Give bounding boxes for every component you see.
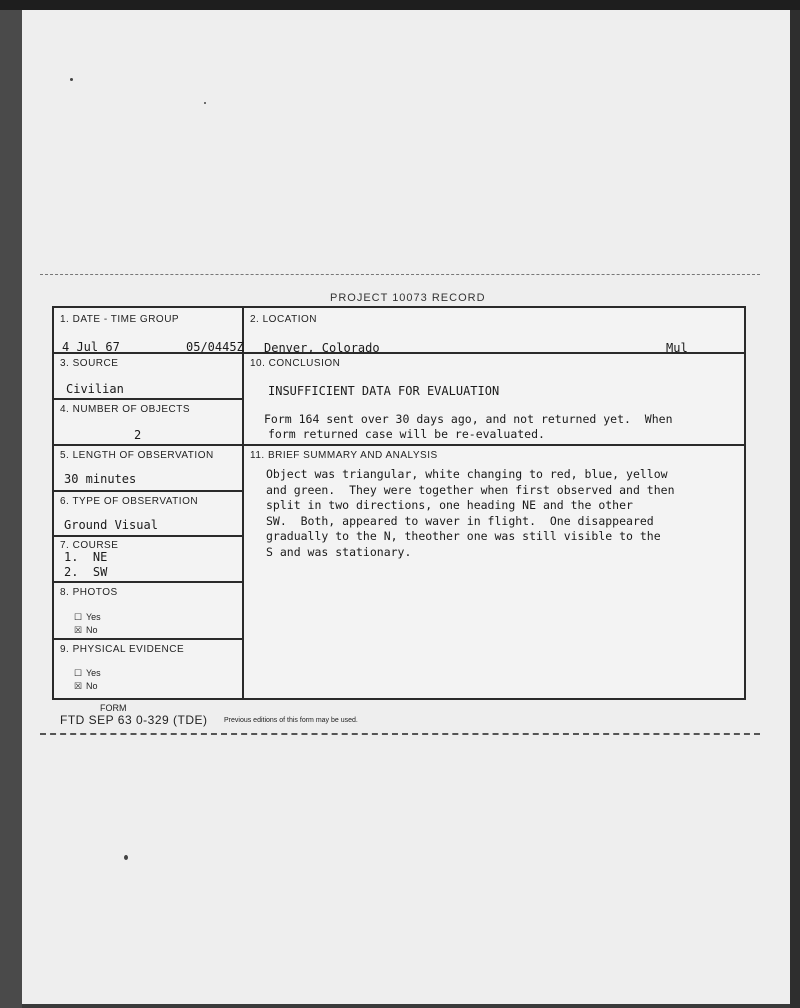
source-label: 3. SOURCE — [60, 358, 119, 369]
record-header: PROJECT 10073 RECORD — [330, 292, 486, 304]
length-of-observation-value: 30 minutes — [64, 472, 137, 486]
evidence-no-label: No — [86, 681, 98, 691]
row-divider — [54, 398, 242, 400]
location-extra: Mul — [666, 341, 688, 355]
type-of-observation-value: Ground Visual — [64, 518, 158, 532]
summary-label: 11. BRIEF SUMMARY AND ANALYSIS — [250, 450, 438, 461]
evidence-yes-label: Yes — [86, 668, 101, 678]
scan-top-edge — [0, 0, 800, 10]
photos-no-checkbox: ☒ — [74, 625, 83, 635]
number-of-objects-label: 4. NUMBER OF OBJECTS — [60, 404, 191, 415]
photos-label: 8. PHOTOS — [60, 587, 118, 598]
photos-yes-label: Yes — [86, 612, 101, 622]
summary-line: split in two directions, one heading NE and the other — [266, 498, 633, 512]
row-divider — [54, 352, 744, 354]
row-divider — [54, 535, 242, 537]
location-label: 2. LOCATION — [250, 314, 317, 325]
date-time-label: 1. DATE - TIME GROUP — [60, 314, 180, 325]
dotted-separator-bottom — [40, 733, 760, 735]
physical-evidence-label: 9. PHYSICAL EVIDENCE — [60, 644, 185, 655]
row-divider — [54, 638, 242, 640]
course-line-2: 2. SW — [64, 565, 108, 579]
summary-line: and green. They were together when first observed and then — [266, 482, 675, 497]
scan-left-edge — [0, 10, 22, 1008]
row-divider — [54, 581, 242, 583]
summary-text — [266, 467, 736, 560]
row-divider — [54, 490, 242, 492]
row-divider — [54, 444, 744, 446]
footer-note: Previous editions of this form may be used. — [224, 717, 358, 724]
dotted-separator-top — [40, 274, 760, 275]
scan-right-edge — [790, 10, 800, 1008]
conclusion-value: INSUFFICIENT DATA FOR EVALUATION — [268, 384, 500, 398]
evidence-yes-checkbox: ☐ — [74, 668, 83, 678]
column-divider — [242, 308, 244, 698]
number-of-objects-value: 2 — [134, 428, 142, 442]
summary-line: gradually to the N, theother one was still visible to the — [266, 529, 661, 543]
photos-no-label: No — [86, 625, 98, 635]
date-value: 4 Jul 67 — [62, 340, 120, 354]
summary-line: Object was triangular, white changing to red, blue, yellow — [266, 467, 668, 481]
conclusion-label: 10. CONCLUSION — [250, 358, 341, 369]
conclusion-note-line-2: form returned case will be re-evaluated. — [268, 427, 545, 441]
scan-speck — [70, 78, 73, 81]
photos-yes-checkbox: ☐ — [74, 612, 83, 622]
scan-speck — [204, 102, 206, 104]
scan-speck — [124, 855, 128, 860]
length-of-observation-label: 5. LENGTH OF OBSERVATION — [60, 450, 214, 461]
footer-form-word: FORM — [100, 703, 127, 713]
course-label: 7. COURSE — [60, 540, 119, 551]
type-of-observation-label: 6. TYPE OF OBSERVATION — [60, 496, 199, 507]
course-line-1: 1. NE — [64, 550, 108, 564]
conclusion-note-line-1: Form 164 sent over 30 days ago, and not returned yet. When — [264, 412, 673, 426]
summary-line: S and was stationary. — [266, 544, 412, 559]
footer-form-code: FTD SEP 63 0-329 (TDE) — [60, 713, 208, 727]
summary-line: SW. Both, appeared to waver in flight. One disappeared — [266, 513, 654, 528]
time-value: 05/0445Z — [186, 340, 244, 354]
location-value: Denver, Colorado — [264, 341, 380, 355]
source-value: Civilian — [66, 382, 124, 396]
evidence-no-checkbox: ☒ — [74, 681, 83, 691]
